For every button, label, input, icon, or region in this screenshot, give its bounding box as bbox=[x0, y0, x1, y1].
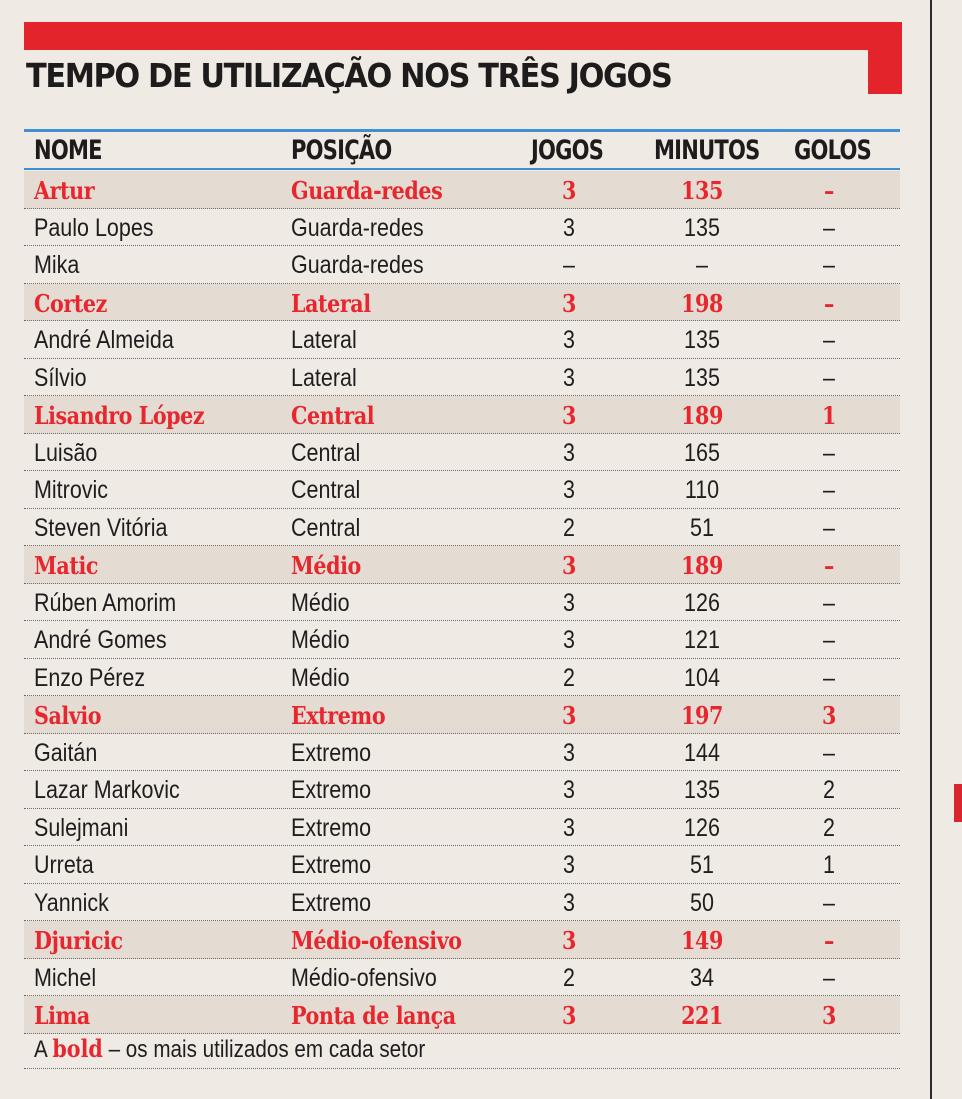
cell-golos: – bbox=[823, 588, 835, 617]
cell-minutos: 126 bbox=[684, 588, 720, 617]
cell-golos: – bbox=[824, 926, 834, 955]
cell-jogos: 3 bbox=[563, 326, 575, 354]
cell-minutos: 135 bbox=[684, 776, 720, 804]
cell-golos: – bbox=[823, 663, 835, 692]
table-row bbox=[24, 921, 900, 959]
cell-golos: 1 bbox=[823, 851, 835, 879]
table-row bbox=[24, 809, 900, 847]
cell-golos: 3 bbox=[822, 701, 836, 730]
cell-jogos: 3 bbox=[562, 176, 576, 205]
table-title: TEMPO DE UTILIZAÇÃO NOS TRÊS JOGOS bbox=[26, 56, 672, 95]
cell-jogos: 3 bbox=[563, 213, 575, 242]
table-row bbox=[24, 246, 900, 284]
cell-posicao: Guarda-redes bbox=[291, 213, 424, 242]
cell-golos: – bbox=[823, 738, 835, 767]
cell-jogos: 3 bbox=[563, 776, 575, 804]
cell-jogos: 3 bbox=[563, 626, 575, 654]
cell-posicao: Extremo bbox=[291, 738, 372, 767]
cell-jogos: 2 bbox=[563, 663, 575, 692]
cell-jogos: 3 bbox=[562, 288, 576, 318]
cell-golos: – bbox=[823, 326, 835, 354]
cell-minutos: 165 bbox=[684, 438, 720, 467]
cell-posicao: Extremo bbox=[291, 851, 372, 879]
cell-posicao: Médio-ofensivo bbox=[291, 926, 462, 955]
footnote-prefix: A bbox=[34, 1036, 47, 1063]
cell-golos: – bbox=[824, 288, 834, 318]
cell-nome: Luisão bbox=[34, 438, 98, 467]
cell-posicao: Médio bbox=[291, 588, 350, 617]
cell-minutos: 197 bbox=[681, 701, 723, 730]
cell-jogos: 3 bbox=[563, 738, 575, 767]
cell-nome: Rúben Amorim bbox=[34, 588, 177, 617]
header-golos: GOLOS bbox=[794, 135, 872, 166]
table-row bbox=[24, 621, 900, 659]
cell-nome: Lisandro López bbox=[34, 401, 205, 430]
cell-nome: Michel bbox=[34, 963, 97, 992]
header-bottom-rule bbox=[24, 168, 900, 170]
header-red-bar bbox=[24, 22, 902, 50]
cell-minutos: 110 bbox=[684, 476, 720, 504]
table-row bbox=[24, 846, 900, 884]
cell-minutos: 149 bbox=[681, 926, 723, 955]
cell-minutos: 135 bbox=[684, 326, 720, 354]
table-row bbox=[24, 996, 900, 1034]
cell-jogos: 2 bbox=[563, 963, 575, 992]
table-row bbox=[24, 659, 900, 697]
cell-golos: – bbox=[823, 213, 835, 242]
cell-golos: – bbox=[823, 438, 835, 467]
cell-minutos: 135 bbox=[681, 176, 723, 205]
cell-golos: – bbox=[824, 551, 834, 580]
cell-posicao: Lateral bbox=[291, 288, 371, 318]
table-row bbox=[24, 321, 900, 359]
cell-golos: – bbox=[824, 176, 834, 205]
cell-minutos: 189 bbox=[681, 401, 723, 430]
cell-golos: 1 bbox=[822, 401, 836, 430]
cell-nome: Yannick bbox=[34, 888, 109, 917]
cell-jogos: 3 bbox=[563, 438, 575, 467]
cell-nome: Salvio bbox=[34, 701, 102, 730]
cell-minutos: 198 bbox=[681, 288, 723, 318]
cell-nome: Enzo Pérez bbox=[34, 663, 146, 692]
cell-posicao: Extremo bbox=[291, 776, 372, 804]
cell-jogos: – bbox=[563, 251, 575, 279]
table-row bbox=[24, 359, 900, 397]
cell-jogos: 3 bbox=[562, 701, 576, 730]
table-body bbox=[24, 171, 900, 1034]
cell-nome: Lazar Markovic bbox=[34, 776, 180, 804]
cell-golos: – bbox=[823, 888, 835, 917]
cell-minutos: 189 bbox=[681, 551, 723, 580]
cell-golos: 2 bbox=[823, 776, 835, 804]
cell-nome: Lima bbox=[34, 1001, 90, 1030]
cell-golos: – bbox=[823, 513, 835, 542]
header-nome: NOME bbox=[34, 135, 102, 166]
cell-posicao: Lateral bbox=[291, 363, 357, 392]
cell-posicao: Central bbox=[291, 438, 361, 467]
cell-nome: Mika bbox=[34, 251, 80, 279]
cell-jogos: 3 bbox=[563, 476, 575, 504]
cell-jogos: 3 bbox=[563, 588, 575, 617]
cell-nome: André Almeida bbox=[34, 326, 174, 354]
cell-minutos: 121 bbox=[684, 626, 720, 654]
cell-jogos: 3 bbox=[562, 1001, 576, 1030]
table-row bbox=[24, 434, 900, 472]
table-row bbox=[24, 546, 900, 584]
header-posicao: POSIÇÃO bbox=[291, 135, 392, 166]
cell-minutos: 34 bbox=[690, 963, 714, 992]
cell-posicao: Central bbox=[291, 513, 361, 542]
cell-minutos: 104 bbox=[684, 663, 720, 692]
cell-golos: – bbox=[823, 963, 835, 992]
cell-jogos: 3 bbox=[563, 851, 575, 879]
cell-minutos: 135 bbox=[684, 363, 720, 392]
cell-minutos: 51 bbox=[690, 513, 714, 542]
cell-posicao: Extremo bbox=[291, 701, 386, 730]
table-row bbox=[24, 734, 900, 772]
cell-minutos: 221 bbox=[681, 1001, 723, 1030]
column-divider bbox=[930, 0, 932, 1099]
adjacent-column-mark bbox=[954, 784, 962, 822]
cell-nome: Sulejmani bbox=[34, 813, 129, 842]
table-row bbox=[24, 771, 900, 809]
cell-posicao: Extremo bbox=[291, 813, 372, 842]
cell-golos: – bbox=[823, 251, 835, 279]
cell-posicao: Guarda-redes bbox=[291, 251, 424, 279]
cell-nome: Cortez bbox=[34, 288, 107, 318]
table-row bbox=[24, 209, 900, 247]
header-minutos: MINUTOS bbox=[654, 135, 760, 166]
cell-nome: Steven Vitória bbox=[34, 513, 168, 542]
cell-minutos: 51 bbox=[690, 851, 714, 879]
table-header bbox=[24, 133, 900, 169]
cell-golos: – bbox=[823, 476, 835, 504]
cell-jogos: 3 bbox=[563, 363, 575, 392]
cell-jogos: 3 bbox=[562, 551, 576, 580]
cell-posicao: Ponta de lança bbox=[291, 1001, 456, 1030]
table-row bbox=[24, 284, 900, 322]
header-top-rule bbox=[24, 129, 900, 132]
cell-minutos: – bbox=[696, 251, 708, 279]
cell-posicao: Central bbox=[291, 401, 375, 430]
cell-jogos: 3 bbox=[562, 401, 576, 430]
cell-minutos: 135 bbox=[684, 213, 720, 242]
cell-posicao: Médio bbox=[291, 626, 350, 654]
cell-nome: Urreta bbox=[34, 851, 94, 879]
cell-nome: Sílvio bbox=[34, 363, 87, 392]
footnote-rule bbox=[24, 1068, 900, 1069]
cell-minutos: 126 bbox=[684, 813, 720, 842]
cell-minutos: 144 bbox=[684, 738, 720, 767]
cell-posicao: Extremo bbox=[291, 888, 372, 917]
cell-posicao: Médio bbox=[291, 551, 361, 580]
cell-posicao: Médio-ofensivo bbox=[291, 963, 437, 992]
cell-golos: – bbox=[823, 626, 835, 654]
cell-nome: Mitrovic bbox=[34, 476, 109, 504]
cell-minutos: 50 bbox=[690, 888, 714, 917]
table-row bbox=[24, 509, 900, 547]
cell-nome: Gaitán bbox=[34, 738, 98, 767]
cell-golos: – bbox=[823, 363, 835, 392]
cell-nome: Paulo Lopes bbox=[34, 213, 154, 242]
cell-golos: 2 bbox=[823, 813, 835, 842]
cell-jogos: 2 bbox=[563, 513, 575, 542]
cell-posicao: Central bbox=[291, 476, 361, 504]
footnote-bold-word: bold bbox=[52, 1034, 103, 1063]
table-row bbox=[24, 959, 900, 997]
cell-golos: 3 bbox=[822, 1001, 836, 1030]
cell-jogos: 3 bbox=[563, 813, 575, 842]
table-row bbox=[24, 171, 900, 209]
cell-posicao: Lateral bbox=[291, 326, 357, 354]
cell-nome: Artur bbox=[34, 176, 95, 205]
table-row bbox=[24, 696, 900, 734]
cell-posicao: Médio bbox=[291, 663, 350, 692]
cell-jogos: 3 bbox=[562, 926, 576, 955]
cell-jogos: 3 bbox=[563, 888, 575, 917]
table-footnote bbox=[34, 1034, 425, 1064]
header-jogos: JOGOS bbox=[531, 135, 604, 166]
table-row bbox=[24, 396, 900, 434]
cell-posicao: Guarda-redes bbox=[291, 176, 443, 205]
table-row bbox=[24, 884, 900, 922]
footnote-text: – os mais utilizados em cada setor bbox=[108, 1036, 426, 1063]
table-row bbox=[24, 471, 900, 509]
header-red-tab bbox=[868, 50, 902, 94]
cell-nome: Djuricic bbox=[34, 926, 123, 955]
cell-nome: André Gomes bbox=[34, 626, 167, 654]
cell-nome: Matic bbox=[34, 551, 99, 580]
table-row bbox=[24, 584, 900, 622]
